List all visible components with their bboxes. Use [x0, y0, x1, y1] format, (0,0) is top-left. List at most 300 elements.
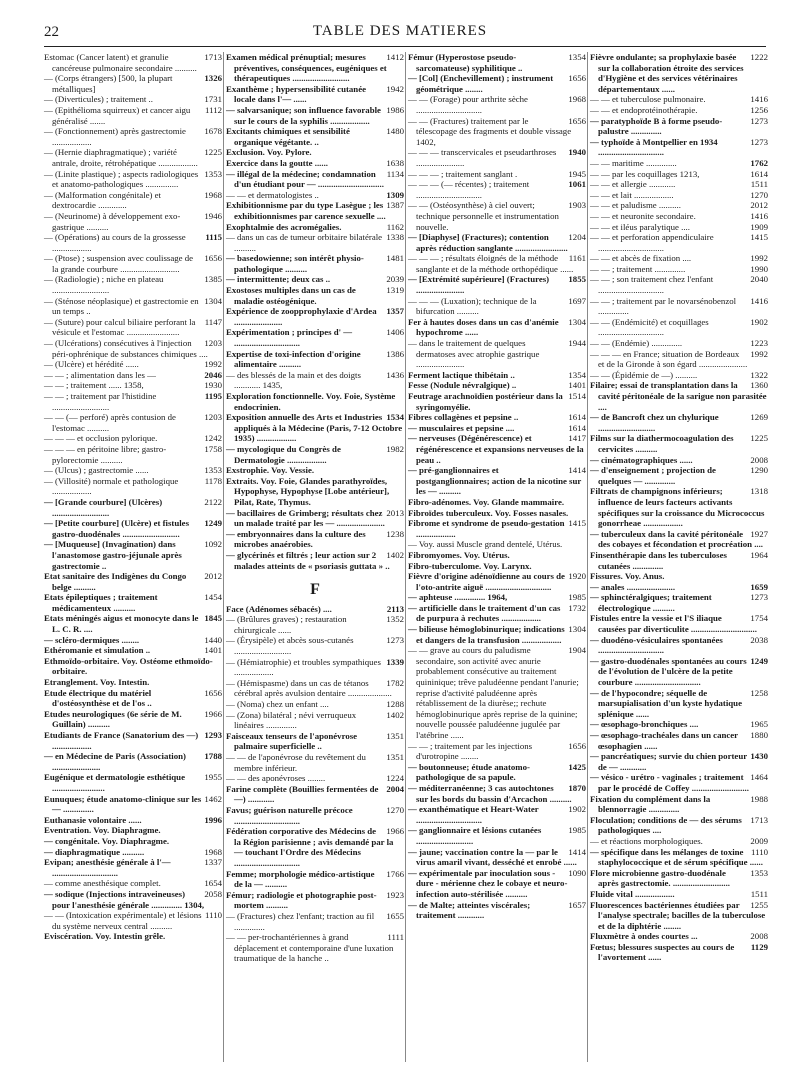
index-entry: [408, 603, 586, 624]
page-ref: 1309: [383, 190, 404, 201]
index-entry: [44, 433, 222, 444]
entry-text: — diaphragmatique ..........: [44, 846, 145, 857]
index-entry: [590, 931, 768, 942]
index-entry: [226, 285, 404, 306]
index-entry: [590, 656, 768, 688]
entry-text: — — — ; résultats éloignés de la méthode sanglante et de la méthode orthopédique ......: [408, 253, 574, 274]
page-ref: 1222: [747, 52, 768, 63]
index-entry: [408, 423, 586, 434]
page-ref: 1656: [201, 253, 222, 264]
index-entry: [408, 116, 586, 148]
page-ref: 1338: [383, 232, 404, 243]
entry-text: — [Diaphyse] (Fractures); contention après réduction sanglante ........................: [408, 232, 568, 253]
index-entry: [226, 52, 404, 84]
index-entry: [408, 232, 586, 253]
entry-text: — — (Endémicité) et coquillages ..............................: [590, 316, 709, 338]
index-entry: [44, 359, 222, 370]
page-ref: 1965: [747, 719, 768, 730]
index-entry: [590, 296, 768, 317]
column-divider: [587, 52, 588, 1062]
page-ref: 1655: [383, 911, 404, 922]
page-ref: 1638: [383, 158, 404, 169]
page-ref: 2008: [747, 455, 768, 466]
index-entry: [226, 678, 404, 699]
entry-text: — glycérinés et filtrés ; leur action sur 2 malades atteints de « psoriasis guttata » ..: [226, 549, 390, 571]
index-entry: [408, 370, 586, 381]
index-entry: [44, 380, 222, 391]
page-ref: 1966: [383, 826, 404, 837]
index-entry: [44, 878, 222, 889]
entry-text: — tuberculeux dans la cavité péritonéale des cobayes et fécondation et procréation ....: [590, 528, 763, 550]
page-ref: 2038: [747, 635, 768, 646]
section-letter: F: [310, 581, 320, 599]
entry-text: — d'enseignement ; projection de quelques — ..............: [590, 465, 716, 486]
index-entry: [44, 931, 222, 942]
page-ref: 1416: [747, 211, 768, 222]
index-entry: [44, 73, 222, 94]
entry-text: Expérience de zoopprophylaxie d'Ardea ......................: [226, 306, 377, 327]
page-ref: 1436: [383, 370, 404, 381]
entry-text: — exanthématique et Heart-Water ..............................: [408, 804, 539, 825]
index-entry: [226, 391, 404, 412]
page-ref: 1147: [202, 317, 222, 328]
entry-text: — — (Fractures) traitement par le télescopage des fragments et double vissage 1402,: [408, 115, 572, 147]
page-ref: 1514: [565, 391, 586, 402]
page-ref: 1412: [383, 52, 404, 63]
entry-text: Eviscération. Voy. Intestin grêle.: [44, 931, 166, 942]
index-entry: [226, 158, 404, 169]
entry-text: Etat sanitaire des Indigènes du Congo belge ..........: [44, 571, 187, 592]
index-entry: [226, 465, 404, 476]
page-ref: 1110: [202, 910, 222, 921]
index-entry: [590, 836, 768, 847]
entry-text: Faisceaux tenseurs de l'aponévrose palmaire superficielle ..: [226, 730, 358, 752]
page-ref: 1319: [383, 285, 404, 296]
page-ref: 1731: [201, 94, 222, 105]
index-entry: [44, 910, 222, 931]
entry-text: — — ; traitement par l'histidine ..........................: [44, 391, 157, 412]
page-ref: 1256: [747, 105, 768, 116]
index-entry: [44, 592, 222, 613]
index-entry: [226, 200, 404, 221]
index-entry: [408, 147, 586, 168]
index-entry: [408, 380, 586, 391]
page-ref: 2009: [747, 836, 768, 847]
entry-text: — de l'hypocondre; séquelle de marsupialisation d'un kyste hydatique splénique ......: [590, 687, 742, 719]
page-ref: 1288: [383, 699, 404, 710]
entry-text: — musculaires et pepsine ....: [408, 422, 515, 433]
entry-text: — jaune; vaccination contre la — par le virus amaril vivant, desséché et enrobé ......: [408, 846, 577, 868]
page-ref: 1788: [201, 751, 222, 762]
entry-text: — basedowienne; son intérêt physio-pathologique ..........: [226, 253, 364, 274]
index-entry: [44, 518, 222, 539]
page-ref: 1909: [747, 222, 768, 233]
page-ref: 1996: [201, 815, 222, 826]
entry-text: — pré-ganglionnaires et postganglionnaires; action de la nicotine sur les — ..........: [408, 465, 582, 497]
column-divider: [223, 52, 224, 1062]
page-ref: 1940: [565, 147, 586, 158]
entry-text: Exclusion. Voy. Pylore.: [226, 147, 312, 158]
index-column-3: [408, 52, 586, 921]
page-ref: 1249: [201, 518, 222, 529]
page-ref: 1614: [565, 423, 586, 434]
entry-text: — de Malte; atteintes viscérales; traitement ............: [408, 899, 531, 921]
index-entry: [44, 317, 222, 338]
index-entry: [590, 592, 768, 613]
index-entry: [590, 772, 768, 793]
page-ref: 1758: [201, 444, 222, 455]
index-entry: [408, 94, 586, 115]
index-column-2: [226, 52, 404, 964]
entry-text: — — de l'aponévrose du revêtement du membre inférieur.: [226, 752, 366, 773]
index-entry: [44, 190, 222, 211]
page-number: 22: [44, 24, 59, 40]
entry-text: Farine complète (Bouillies fermentées de —) ............: [226, 783, 379, 805]
entry-text: Fièvre d'origine adénoïdienne au cours de l'oto-antrite aiguë ..............................: [408, 571, 565, 592]
entry-text: Fibro-adénomes. Voy. Glande mammaire.: [408, 496, 565, 507]
index-entry: [408, 518, 586, 539]
index-entry: [408, 592, 586, 603]
index-entry: [590, 274, 768, 295]
page-ref: 1454: [201, 592, 222, 603]
entry-text: — — — transcervicales et pseudarthroses ......................: [408, 147, 557, 168]
entry-text: — (Ptose) ; suspension avec coulissage de la grande courbure ...........................: [44, 253, 194, 274]
entry-text: Fièvre ondulante; sa prophylaxie basée sur la collaboration étroite des services d'Hygiène et des services vétérinaires départementaux ......: [590, 52, 744, 94]
entry-text: — scléro-dermiques ........: [44, 634, 140, 645]
page-ref: 1845: [201, 613, 222, 624]
index-entry: [590, 889, 768, 900]
page-ref: 1112: [202, 105, 222, 116]
index-entry: [408, 804, 586, 825]
index-entry: [590, 211, 768, 222]
index-entry: [590, 349, 768, 370]
index-entry: [590, 380, 768, 412]
entry-text: — typhoïde à Montpellier en 1934 ..............................: [590, 136, 718, 158]
page-ref: 1754: [747, 613, 768, 624]
page-ref: 1270: [747, 190, 768, 201]
page-ref: 1402: [383, 710, 404, 721]
index-entry: [226, 614, 404, 635]
entry-text: — (Fractures) chez l'enfant; traction au fil ..............: [226, 910, 375, 932]
index-entry: [44, 815, 222, 826]
entry-text: — anales ......................: [590, 581, 676, 592]
page-ref: 1414: [565, 465, 586, 476]
entry-text: — — — ; traitement sanglant .: [408, 168, 518, 179]
page-ref: 1269: [747, 412, 768, 423]
index-entry: [44, 412, 222, 433]
entry-text: — expérimentale par inoculation sous - dure - mérienne chez le cobaye et neuro-infection auto-stérilisée ..........: [408, 867, 568, 899]
entry-text: — — maritime ..............: [590, 157, 677, 168]
entry-text: — (Hémiatrophie) et troubles sympathiques ..................: [226, 656, 381, 678]
index-entry: [408, 624, 586, 645]
entry-text: Evipan; anesthésie générale à l'— ..............................: [44, 857, 171, 878]
index-entry: [44, 677, 222, 688]
entry-text: — [Grande courbure] (Ulcères) ..........................: [44, 496, 163, 518]
page-ref: 1511: [748, 889, 768, 900]
entry-text: — gastro-duodénales spontanées au cours de l'évolution de l'ulcère de la petite courbure ..............................: [590, 655, 747, 688]
index-entry: [44, 794, 222, 815]
index-entry: [226, 752, 404, 773]
page-ref: 1110: [748, 847, 768, 858]
index-entry: [44, 444, 222, 465]
page-ref: 1351: [383, 731, 404, 742]
entry-text: — — — (Luxation); technique de la bifurcation ..........: [408, 295, 537, 317]
entry-text: — [Muqueuse] (Invagination) dans l'anastomose gastro-jéjunale après gastrectomie ..: [44, 539, 182, 571]
index-entry: [226, 869, 404, 890]
entry-text: — salvarsanique; son influence favorable sur le cours de la syphilis ..................: [226, 104, 381, 126]
index-entry: [590, 942, 768, 963]
entry-text: — — ; traitement ...... 1358,: [44, 380, 144, 391]
index-entry: [44, 889, 222, 910]
index-entry: [44, 253, 222, 274]
index-entry: [226, 327, 404, 348]
entry-text: — — ; traitement par le novarsénobenzol ..............: [590, 295, 737, 317]
entry-text: — — — en péritoine libre; gastro-pylorectomie ..........: [44, 443, 167, 465]
entry-text: Exanthème ; hypersensibilité cutanée locale dans l'— ......: [226, 83, 367, 105]
entry-text: — — ; traitement ..............: [590, 263, 686, 274]
entry-text: Ferment lactique thibétain ..: [408, 369, 515, 380]
index-entry: [590, 465, 768, 486]
index-entry: [44, 497, 222, 518]
page-ref: 1659: [747, 582, 768, 593]
entry-text: Exhibitionnisme par du type Lasègue ; les exhibitionnismes par carence sexuelle ....: [226, 200, 386, 221]
page-ref: 1402: [383, 550, 404, 561]
page-ref: 1351: [383, 752, 404, 763]
index-entry: [590, 529, 768, 550]
entry-text: — — (Intoxication expérimentale) et lésions du système nerveux central ..........: [44, 910, 202, 931]
entry-text: — dans un cas de tumeur orbitaire bilatérale ..........: [226, 232, 383, 253]
page-ref: 1092: [201, 539, 222, 550]
entry-text: Fistules entre la vessie et l'S iliaque causées par diverticulite ..............................: [590, 613, 757, 635]
page-ref: 1204: [565, 232, 586, 243]
index-entry: [408, 296, 586, 317]
index-entry: [408, 391, 586, 412]
index-entry: [590, 179, 768, 190]
page-ref: 1357: [383, 306, 404, 317]
page-ref: 1614: [565, 412, 586, 423]
entry-text: Exophtalmie des acromégalies.: [226, 221, 342, 232]
index-entry: [226, 911, 404, 932]
index-entry: [590, 815, 768, 836]
page-ref: 1090: [565, 868, 586, 879]
entry-text: — (Ulcus) ; gastrectomie ......: [44, 465, 149, 476]
entry-text: — — (Forage) pour arthrite sèche ..............................: [408, 94, 528, 115]
page-ref: 2122: [201, 497, 222, 508]
index-entry: [590, 486, 768, 528]
entry-text: — [Extrémité supérieure] (Fractures) ......................: [408, 274, 550, 296]
entry-text: Excitants chimiques et sensibilité organique végétante. ..: [226, 126, 350, 147]
page-ref: 1968: [565, 94, 586, 105]
index-entry: [44, 688, 222, 709]
entry-text: — de Bancroft chez un chylurique ..........................: [590, 412, 719, 433]
entry-text: Fibrome et syndrome de pseudo-gestation ..................: [408, 518, 565, 539]
page-ref: 1354: [565, 52, 586, 63]
entry-text: — — des aponévroses ........: [226, 773, 326, 784]
entry-text: — — et endoprotéinothérapie.: [590, 104, 698, 115]
page-ref: 1353: [201, 465, 222, 476]
index-entry: [44, 211, 222, 232]
entry-text: — (Érysipèle) et abcès sous-cutanés ..........................: [226, 635, 354, 657]
entry-text: Fluxmètre à ondes courtes ...: [590, 931, 698, 942]
index-entry: [408, 412, 586, 423]
index-entry: [44, 169, 222, 190]
index-entry: [590, 582, 768, 593]
page-ref: 1945: [565, 169, 586, 180]
page-ref: 1923: [383, 890, 404, 901]
page-ref: 1982: [383, 444, 404, 455]
entry-text: — — ; alimentation dans les —: [44, 369, 156, 380]
page-ref: 2004: [383, 784, 404, 795]
page-ref: 1855: [565, 274, 586, 285]
entry-text: Exposition annuelle des Arts et Industries appliqués à la Médecine (Paris, 7-12 Octobre 1935) ..................: [226, 412, 403, 444]
entry-text: — (Malformation congénitale) et dextrocardie .............: [44, 189, 162, 211]
entry-text: Favus; guérison naturelle précoce ..............................: [226, 804, 353, 826]
index-entry: [226, 805, 404, 826]
index-entry: [44, 105, 222, 126]
entry-text: — vésico - urétro - vaginales ; traitement par le procédé de Coffey ..........................: [590, 772, 749, 793]
entry-text: Exstrophie. Voy. Vessie.: [226, 465, 315, 476]
page-ref: 2013: [383, 508, 404, 519]
page-ref: 1322: [747, 370, 768, 381]
index-entry: [226, 784, 404, 805]
index-entry: [590, 52, 768, 94]
index-entry: [590, 719, 768, 730]
running-head: TABLE DES MATIERES: [312, 23, 488, 39]
entry-text: — paratyphoïde B à forme pseudo-palustre ..............: [590, 115, 723, 137]
index-entry: [226, 604, 404, 615]
index-entry: [590, 222, 768, 233]
entry-text: — — par les coquillages 1213,: [590, 168, 700, 179]
entry-text: — [Col] (Enchevillement) ; instrument géométrique ........: [408, 73, 554, 94]
entry-text: — (Radiologie) ; niche en plateau ..........................: [44, 274, 164, 296]
page-ref: 1339: [383, 657, 404, 668]
entry-text: Feutrage arachnoïdien postérieur dans la syringomyélie.: [408, 391, 563, 412]
page-ref: 1318: [747, 486, 768, 497]
page-ref: 1273: [747, 592, 768, 603]
entry-text: — — et tuberculose pulmonaire.: [590, 94, 706, 105]
page-ref: 2039: [383, 274, 404, 285]
page-ref: 1713: [201, 52, 222, 63]
index-entry: [226, 274, 404, 285]
index-entry: [226, 508, 404, 529]
index-entry: [590, 317, 768, 338]
page-ref: 1880: [747, 730, 768, 741]
entry-text: — (Zona) bilatéral ; névi verruqueux linéaires ..............: [226, 709, 357, 731]
index-entry: [590, 613, 768, 634]
index-entry: [226, 444, 404, 465]
page-ref: 1955: [201, 772, 222, 783]
page-ref: 1258: [747, 688, 768, 699]
index-entry: [226, 710, 404, 731]
page-ref: 1614: [747, 169, 768, 180]
entry-text: Fibro-tuberculome. Voy. Larynx.: [408, 560, 532, 571]
index-entry: [590, 635, 768, 656]
index-entry: [226, 306, 404, 327]
entry-text: Floculation; conditions de — des sérums pathologiques ....: [590, 814, 742, 836]
page-ref: 1992: [747, 349, 768, 360]
page-ref: 1986: [383, 105, 404, 116]
index-entry: [408, 868, 586, 900]
index-entry: [226, 826, 404, 868]
page-ref: 1415: [747, 232, 768, 243]
entry-text: Fémur (Hyperostose pseudo-sarcomateuse) syphilitique ..: [408, 52, 523, 73]
index-entry: [408, 200, 586, 232]
page-ref: 1992: [201, 359, 222, 370]
entry-text: — pancréatiques; survie du chien porteur de — ............: [590, 751, 747, 772]
page-ref: 1178: [202, 476, 222, 487]
index-entry: [408, 561, 586, 572]
page-ref: 1904: [565, 645, 586, 656]
index-entry: [226, 657, 404, 678]
index-entry: [590, 550, 768, 571]
page-ref: 1238: [383, 529, 404, 540]
index-entry: [44, 825, 222, 836]
entry-text: Femme; morphologie médico-artistique de la — ..........: [226, 868, 375, 890]
index-entry: [408, 73, 586, 94]
page-ref: 1462: [201, 794, 222, 805]
entry-text: — spécifique dans les mélanges de toxine staphylococcique et de sérum spécifique ......: [590, 846, 763, 868]
entry-text: — (Brûlures graves) ; restauration chirurgicale ......: [226, 614, 347, 635]
page-ref: 1902: [747, 317, 768, 328]
page-ref: 1968: [201, 190, 222, 201]
index-entry: [590, 571, 768, 582]
entry-text: — en Médecine de Paris (Association) ......................: [44, 751, 186, 772]
page-ref: 2012: [747, 200, 768, 211]
index-entry: [590, 200, 768, 211]
page-ref: 1401: [201, 645, 222, 656]
page-ref: 1766: [383, 869, 404, 880]
page-ref: 1293: [201, 730, 222, 741]
page-ref: 2008: [747, 931, 768, 942]
index-entry: [408, 179, 586, 200]
page-ref: 1223: [747, 338, 768, 349]
page-ref: 1416: [747, 94, 768, 105]
entry-text: — — grave au cours du paludisme secondaire, son activité avec anurie probablement consécutive au traitement quininique; trêve paludéenne pendant l'anurie; reprise d'activité paludéenne après rétablissement de la diurèse;; rechute hémoglobinurique après reprise de la quinine; nouvelle poussée paludéenne jugulée par l'atébrine ......: [408, 645, 579, 740]
page-ref: 1654: [201, 878, 222, 889]
index-entry: [226, 147, 404, 158]
page-ref: 2046: [201, 370, 222, 381]
entry-text: Flore microbienne gastro-duodénale après gastrectomie. ..........................: [590, 867, 731, 889]
entry-text: — (Epithélioma squirreux) et cancer aigu généralisé .......: [44, 104, 191, 126]
index-entry: [44, 656, 222, 677]
page-ref: 1224: [383, 773, 404, 784]
index-entry: [226, 773, 404, 784]
entry-text: Exostoses multiples dans un cas de maladie ostéogénique.: [226, 285, 356, 306]
index-entry: [590, 264, 768, 275]
index-entry: [44, 613, 222, 634]
index-entry: [226, 699, 404, 710]
index-entry: [226, 349, 404, 370]
entry-text: Fibres collagènes et pepsine ..: [408, 412, 519, 423]
index-entry: [226, 169, 404, 190]
page-ref: 1481: [383, 253, 404, 264]
index-entry: [44, 847, 222, 858]
entry-text: Expérimentation ; principes d' — ..............................: [226, 327, 353, 349]
index-entry: [226, 222, 404, 233]
entry-text: — — ; traitement par les injections d'urotropine ........: [408, 740, 533, 762]
page-ref: 1401: [565, 380, 586, 391]
page-ref: 1406: [383, 327, 404, 338]
index-entry: [590, 169, 768, 180]
entry-text: — — — et occlusion pylorique.: [44, 433, 158, 444]
index-entry: [590, 116, 768, 137]
page-ref: 1354: [565, 370, 586, 381]
page-ref: 1902: [565, 804, 586, 815]
entry-text: — (Corps étrangers) [500, la plupart métalliques]: [44, 73, 173, 94]
entry-text: Etudes neurologiques (6e série de M. Guillain) ..........: [44, 708, 182, 730]
page-ref: 1964: [747, 550, 768, 561]
index-entry: [408, 539, 586, 550]
